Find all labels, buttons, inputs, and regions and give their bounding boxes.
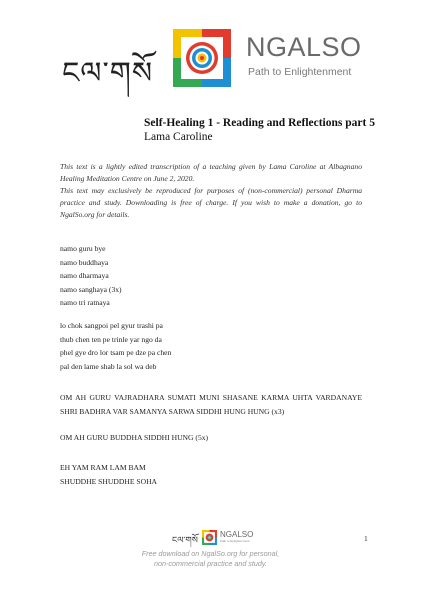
verse-line: namo guru bye <box>60 244 106 253</box>
verse-line: namo sanghaya (3x) <box>60 284 122 294</box>
footer-notice <box>0 549 421 568</box>
verse-line: phel gye dro lor tsam pe dze pa chen <box>60 348 172 357</box>
copyright-paragraph: This text may exclusively be reproduced for purposes of (non-commercial) personal Dharma practice and study. Downloading is free of charge. If you wish to make a donation, go to NgalSo.org for details. <box>60 186 362 219</box>
footer-ngalso-logo-icon <box>201 529 218 546</box>
page-number: 1 <box>364 534 368 543</box>
footer-brand-tagline: Path to Enlightenment <box>220 539 250 543</box>
refuge-verse <box>60 242 122 310</box>
document-title: Self-Healing 1 - Reading and Reflections part 5 <box>144 117 375 129</box>
short-mantra: OM AH GURU BUDDHA SIDDHI HUNG (5x) <box>60 433 209 442</box>
verse-line: namo tri ratnaya <box>60 298 110 307</box>
footer-brand-name: NGALSO <box>220 530 254 539</box>
element-mantra <box>60 461 157 488</box>
verse-line: pal den lame shab la sol wa deb <box>60 361 157 371</box>
prayer-verse <box>60 319 171 373</box>
ngalso-logo-icon <box>169 25 235 91</box>
verse-line: namo buddhaya <box>60 257 109 267</box>
brand-tagline: Path to Enlightenment <box>248 66 352 78</box>
footer-tibetan-logotype: ངལ་གསོ <box>172 536 198 546</box>
verse-line: thub chen ten pe trinle yar ngo da <box>60 334 162 344</box>
document-author: Lama Caroline <box>144 131 213 143</box>
tibetan-logotype: ངལ་གསོ <box>62 56 154 91</box>
long-mantra: OM AH GURU VAJRADHARA SUMATI MUNI SHASANE KARMA UHTA VARDANAYE SHRI BADHRA VAR SAMANYA SARWA SIDDHI HUNG HUNG (x3) <box>60 393 362 416</box>
verse-line: EH YAM RAM LAM BAM <box>60 463 146 472</box>
footer-line: non-commercial practice and study. <box>154 558 267 568</box>
header <box>0 22 421 92</box>
brand-name: NGALSO <box>246 32 362 62</box>
verse-line: namo dharmaya <box>60 271 109 280</box>
footer-logo <box>172 529 254 547</box>
intro-paragraph: This text is a lightly edited transcription of a teaching given by Lama Caroline at Albagnano Healing Meditation Centre on June 2, 2020. <box>60 162 362 183</box>
verse-line: SHUDDHE SHUDDHE SOHA <box>60 476 158 486</box>
verse-line: lo chok sangpoi pel gyur trashi pa <box>60 321 163 330</box>
footer-line: Free download on NgalSo.org for personal, <box>141 549 280 558</box>
